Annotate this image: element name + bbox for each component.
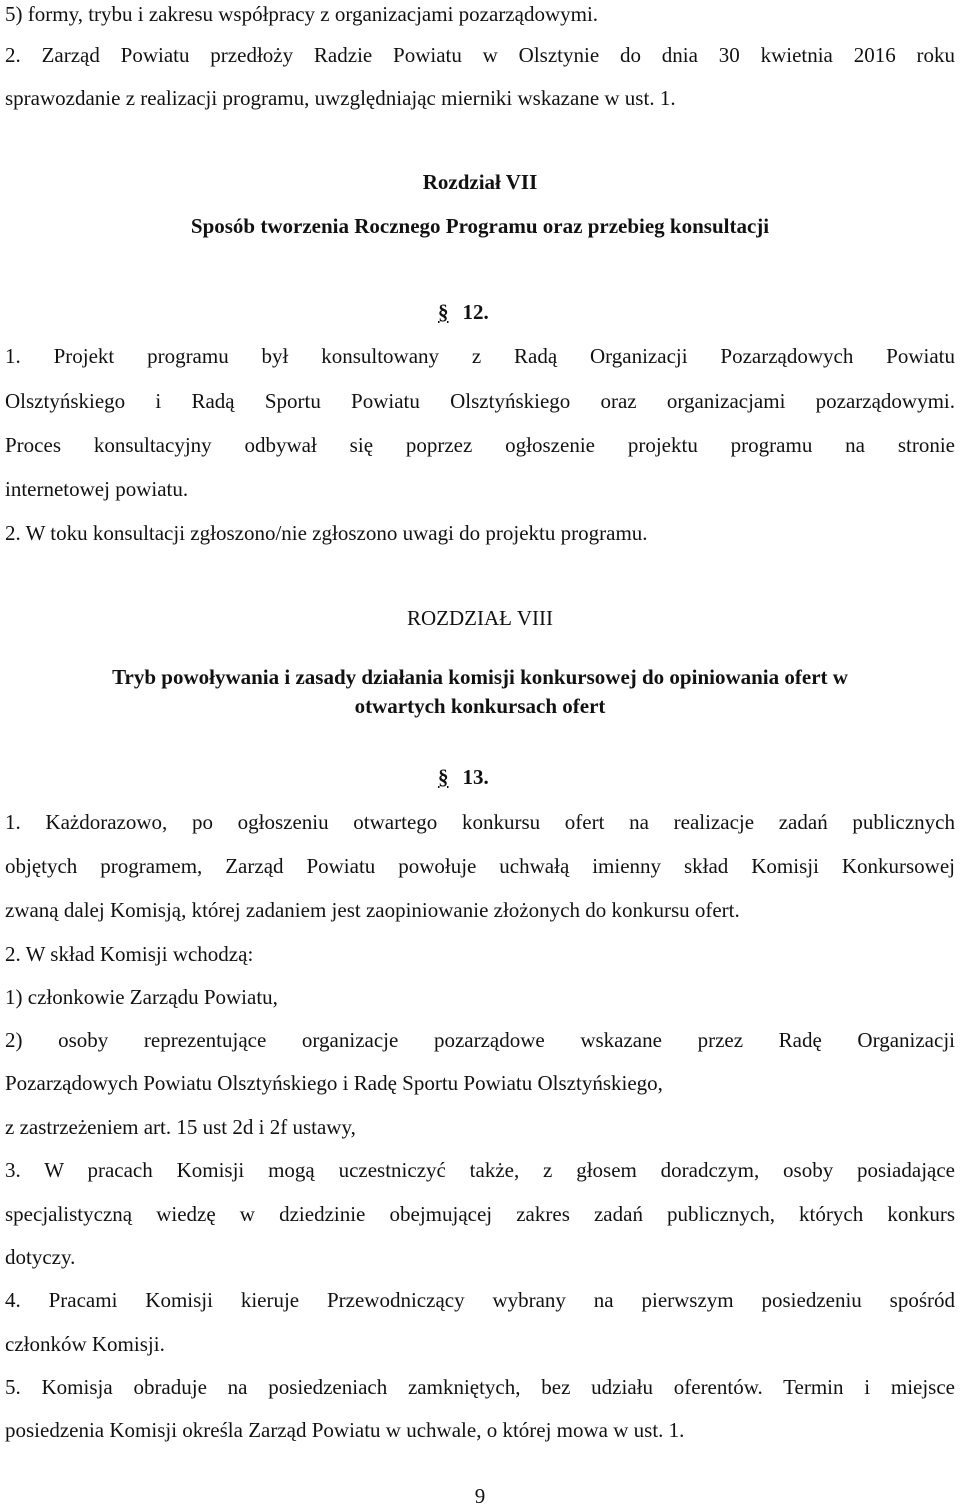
text-line: zwaną dalej Komisją, której zadaniem jest zaopiniowanie złożonych do konkursu ofert. xyxy=(5,898,740,922)
text-line: Proces konsultacyjny odbywał się poprzez ogłoszenie projektu programu na stronie xyxy=(5,433,955,457)
text-line: dotyczy. xyxy=(5,1245,76,1269)
text-line: 1. Każdorazowo, po ogłoszeniu otwartego konkursu ofert na realizacje zadań publicznych xyxy=(5,810,955,834)
text-line: Pozarządowych Powiatu Olsztyńskiego i Radę Sportu Powiatu Olsztyńskiego, xyxy=(5,1071,663,1095)
list-item: 1) członkowie Zarządu Powiatu, xyxy=(5,985,278,1009)
text-line: z zastrzeżeniem art. 15 ust 2d i 2f ustawy, xyxy=(5,1115,356,1139)
chapter-title: Sposób tworzenia Rocznego Programu oraz przebieg konsultacji xyxy=(190,214,770,238)
text-line: 5. Komisja obraduje na posiedzeniach zamkniętych, bez udziału oferentów. Termin i miejsce xyxy=(5,1375,955,1399)
text-line: internetowej powiatu. xyxy=(5,477,189,501)
text-line: Olsztyńskiego i Radą Sportu Powiatu Olsztyńskiego oraz organizacjami pozarządowymi. xyxy=(5,389,955,413)
text-line: objętych programem, Zarząd Powiatu powołuje uchwałą imienny skład Komisji Konkursowej xyxy=(5,854,955,878)
text-line: 2. W skład Komisji wchodzą: xyxy=(5,942,254,966)
chapter-title: Tryb powoływania i zasady działania komisji konkursowej do opiniowania ofert w xyxy=(112,665,848,689)
text-line: specjalistyczną wiedzę w dziedzinie obejmującej zakres zadań publicznych, których konkurs xyxy=(5,1202,955,1226)
text-line: członków Komisji. xyxy=(5,1332,165,1356)
section-number-value: 13. xyxy=(462,765,489,789)
page-number: 9 xyxy=(474,1484,486,1508)
text-line: 3. W pracach Komisji mogą uczestniczyć także, z głosem doradczym, osoby posiadające xyxy=(5,1158,955,1182)
chapter-heading: Rozdział VII xyxy=(422,170,538,194)
chapter-title: otwartych konkursach ofert xyxy=(354,694,606,718)
chapter-heading: ROZDZIAŁ VIII xyxy=(407,606,553,630)
text-line: 5) formy, trybu i zakresu współpracy z organizacjami pozarządowymi. xyxy=(5,2,599,26)
text-line: sprawozdanie z realizacji programu, uwzględniając mierniki wskazane w ust. 1. xyxy=(5,86,676,110)
text-line: posiedzenia Komisji określa Zarząd Powiatu w uchwale, o której mowa w ust. 1. xyxy=(5,1418,685,1442)
section-number-value: 12. xyxy=(462,300,489,324)
section-sign: § xyxy=(438,300,449,324)
text-line: 4. Pracami Komisji kieruje Przewodniczący wybrany na pierwszym posiedzeniu spośród xyxy=(5,1288,955,1312)
list-item: 2) osoby reprezentujące organizacje pozarządowe wskazane przez Radę Organizacji xyxy=(5,1028,955,1052)
section-number xyxy=(438,302,489,323)
text-line: 2. W toku konsultacji zgłoszono/nie zgłoszono uwagi do projektu programu. xyxy=(5,521,648,545)
section-number xyxy=(438,767,489,788)
text-line: 1. Projekt programu był konsultowany z Radą Organizacji Pozarządowych Powiatu xyxy=(5,344,955,368)
text-line: 2. Zarząd Powiatu przedłoży Radzie Powiatu w Olsztynie do dnia 30 kwietnia 2016 roku xyxy=(5,43,955,67)
section-sign: § xyxy=(438,765,449,789)
